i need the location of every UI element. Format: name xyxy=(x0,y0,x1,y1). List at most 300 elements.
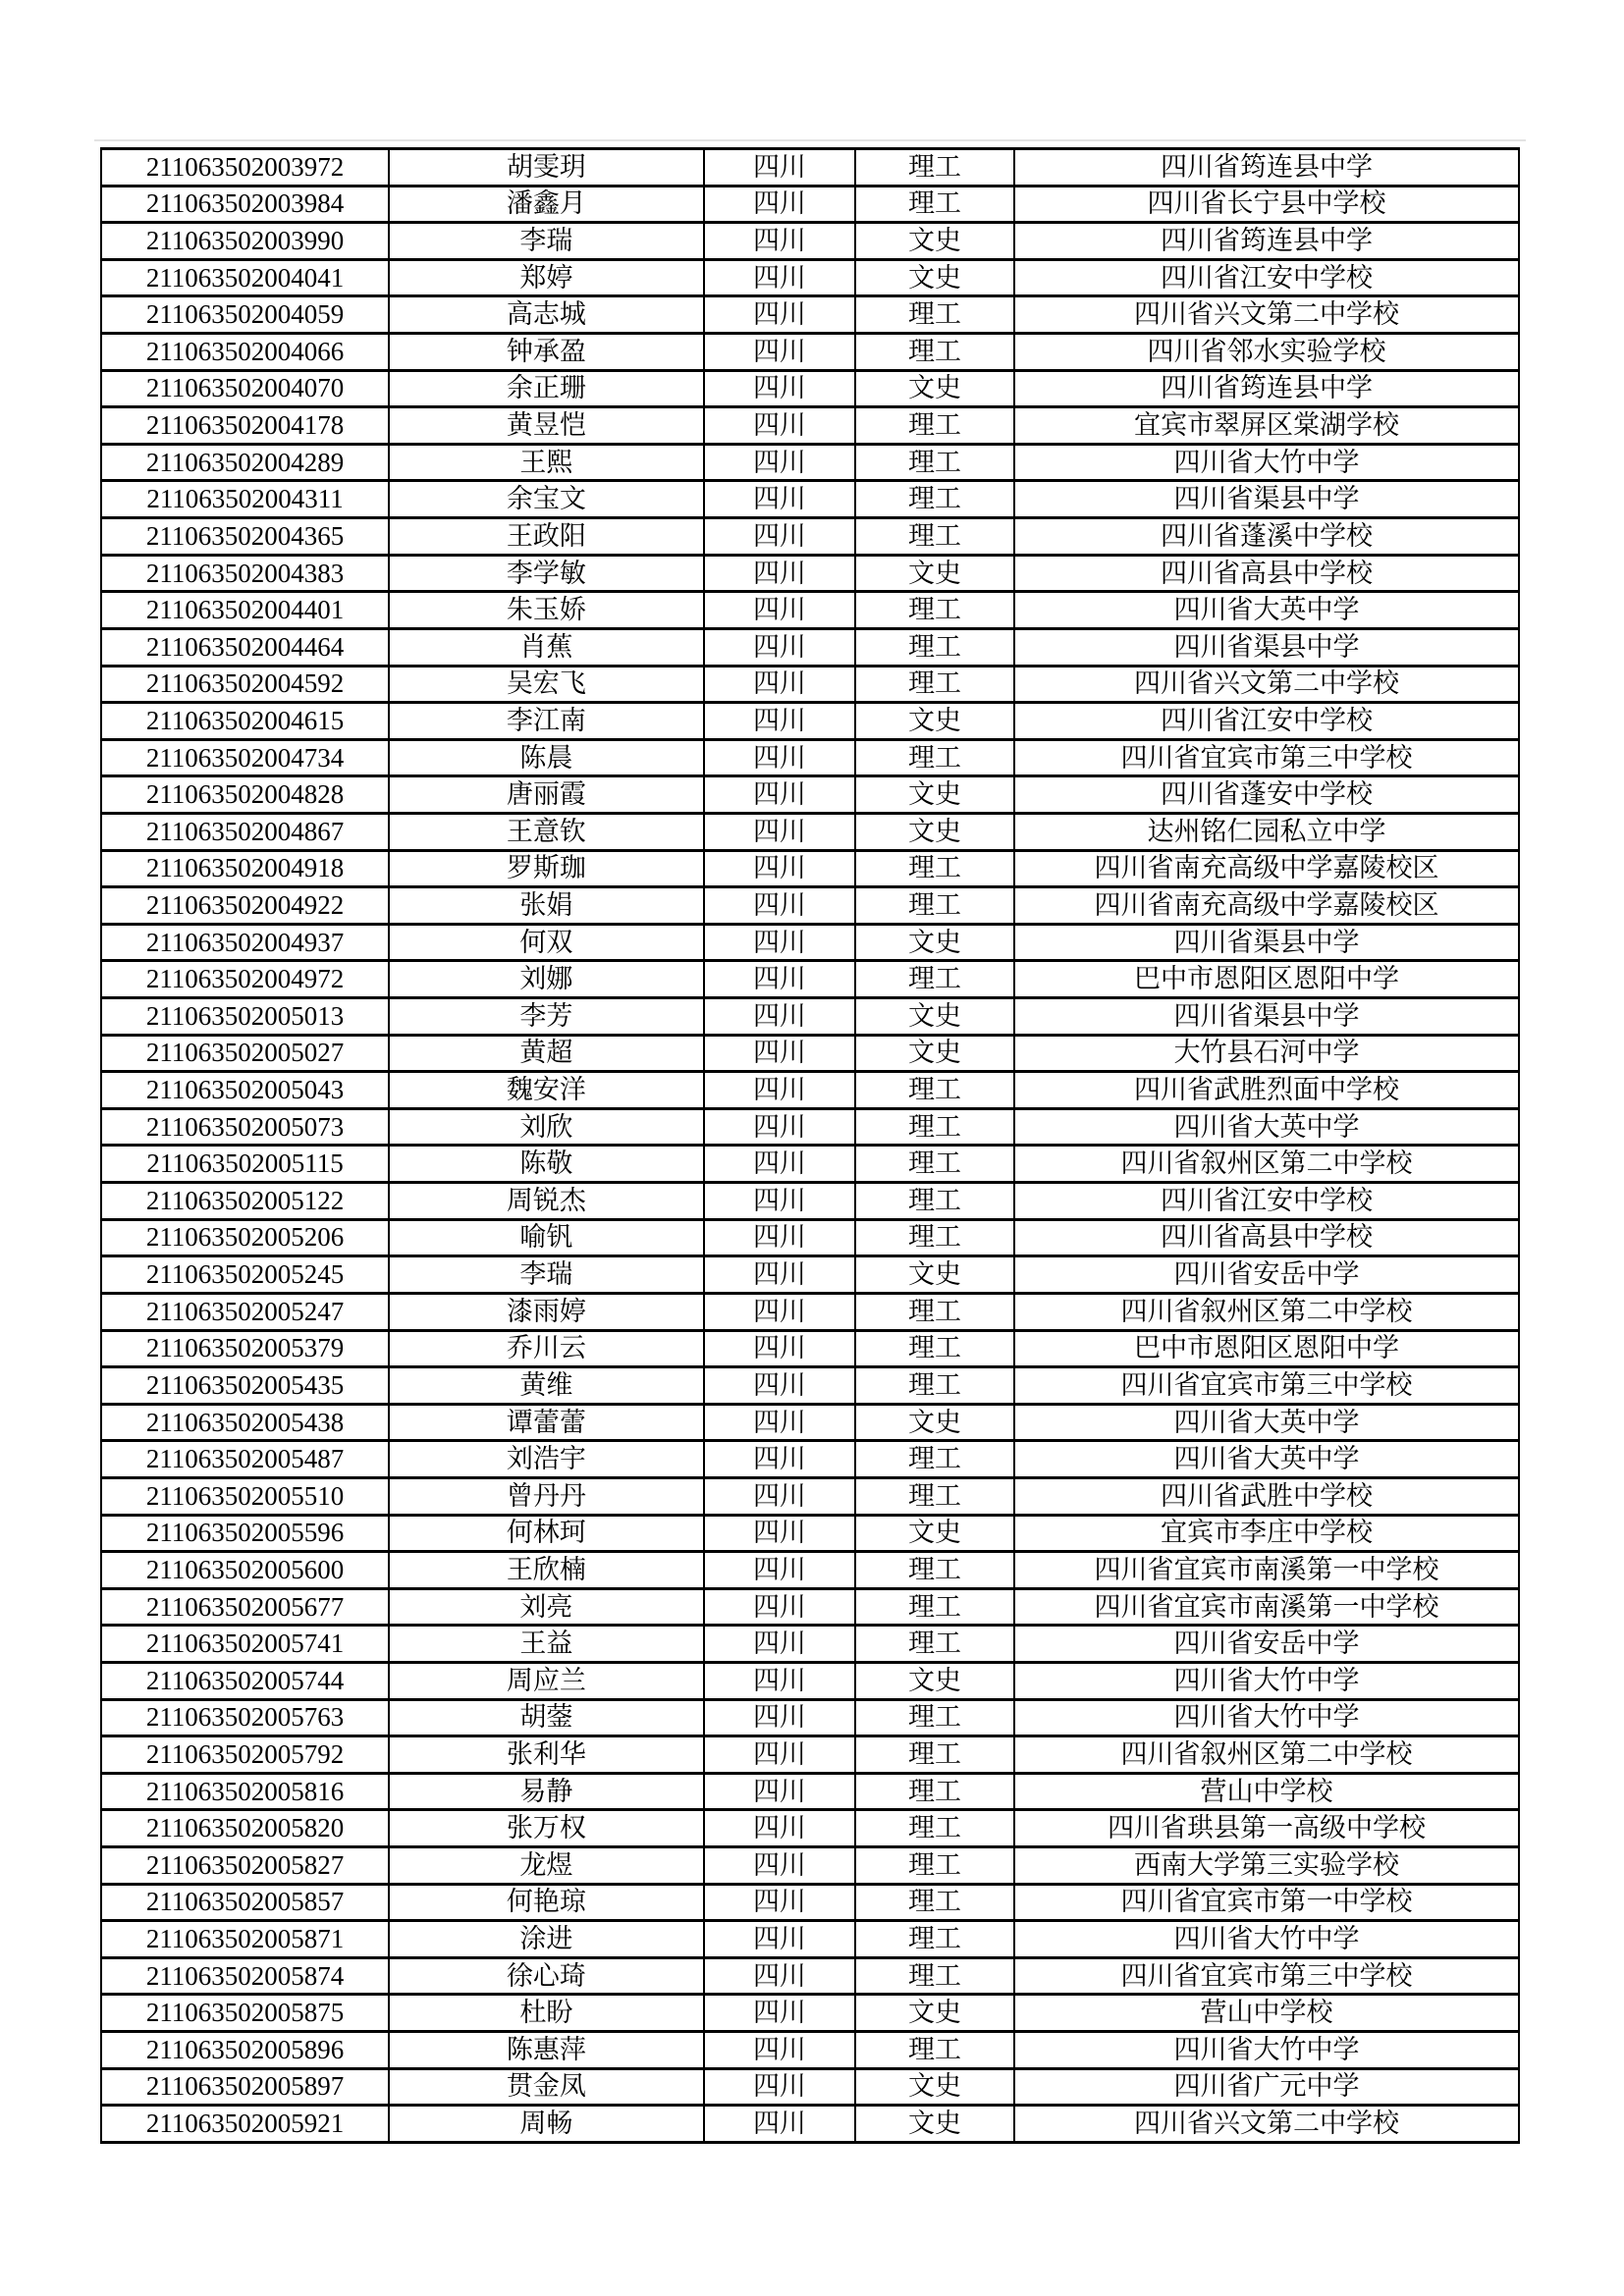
table-cell-exam-number: 211063502005874 xyxy=(101,1957,389,1995)
table-cell-school: 四川省大竹中学 xyxy=(1014,1921,1519,1958)
table-cell-student-name: 钟承盈 xyxy=(389,334,704,371)
table-cell-exam-number: 211063502005073 xyxy=(101,1108,389,1146)
table-cell-subject-category: 文史 xyxy=(855,1662,1014,1699)
table-cell-subject-category: 理工 xyxy=(855,1072,1014,1109)
table-row xyxy=(101,1404,1519,1441)
table-row xyxy=(101,1995,1519,2032)
table-cell-subject-category: 理工 xyxy=(855,407,1014,445)
table-cell-subject-category: 文史 xyxy=(855,703,1014,740)
table-row xyxy=(101,1293,1519,1330)
table-cell-province: 四川 xyxy=(704,444,856,481)
table-cell-subject-category: 理工 xyxy=(855,1552,1014,1589)
table-cell-subject-category: 文史 xyxy=(855,370,1014,407)
table-cell-student-name: 黄昱恺 xyxy=(389,407,704,445)
table-cell-subject-category: 文史 xyxy=(855,1035,1014,1072)
table-cell-exam-number: 211063502005875 xyxy=(101,1995,389,2032)
table-row xyxy=(101,998,1519,1036)
table-cell-subject-category: 理工 xyxy=(855,1588,1014,1626)
table-cell-school: 四川省渠县中学 xyxy=(1014,924,1519,961)
table-cell-student-name: 曾丹丹 xyxy=(389,1477,704,1515)
table-cell-school: 四川省蓬安中学校 xyxy=(1014,776,1519,814)
table-row xyxy=(101,407,1519,445)
student-roster-table xyxy=(100,147,1520,2144)
table-cell-school: 四川省渠县中学 xyxy=(1014,481,1519,518)
table-cell-province: 四川 xyxy=(704,961,856,998)
table-cell-student-name: 余正珊 xyxy=(389,370,704,407)
table-cell-subject-category: 理工 xyxy=(855,1699,1014,1736)
table-cell-province: 四川 xyxy=(704,628,856,666)
table-cell-student-name: 涂进 xyxy=(389,1921,704,1958)
table-cell-subject-category: 理工 xyxy=(855,1146,1014,1183)
table-cell-subject-category: 文史 xyxy=(855,555,1014,592)
table-cell-province: 四川 xyxy=(704,1921,856,1958)
table-cell-province: 四川 xyxy=(704,998,856,1036)
table-cell-province: 四川 xyxy=(704,1662,856,1699)
table-cell-subject-category: 理工 xyxy=(855,1921,1014,1958)
table-cell-school: 四川省叙州区第二中学校 xyxy=(1014,1146,1519,1183)
table-cell-exam-number: 211063502005921 xyxy=(101,2106,389,2143)
table-cell-student-name: 李瑞 xyxy=(389,223,704,260)
table-cell-student-name: 张万权 xyxy=(389,1810,704,1847)
table-cell-province: 四川 xyxy=(704,1477,856,1515)
table-cell-province: 四川 xyxy=(704,1330,856,1367)
table-cell-student-name: 朱玉娇 xyxy=(389,592,704,629)
table-cell-exam-number: 211063502004365 xyxy=(101,518,389,556)
table-cell-exam-number: 211063502003972 xyxy=(101,149,389,187)
table-cell-school: 四川省筠连县中学 xyxy=(1014,149,1519,187)
table-cell-school: 四川省渠县中学 xyxy=(1014,998,1519,1036)
table-row xyxy=(101,1773,1519,1810)
table-cell-subject-category: 理工 xyxy=(855,739,1014,776)
table-row xyxy=(101,223,1519,260)
table-cell-province: 四川 xyxy=(704,1957,856,1995)
table-row xyxy=(101,334,1519,371)
table-cell-student-name: 唐丽霞 xyxy=(389,776,704,814)
table-cell-exam-number: 211063502005897 xyxy=(101,2068,389,2106)
table-cell-student-name: 黄超 xyxy=(389,1035,704,1072)
table-cell-student-name: 王益 xyxy=(389,1626,704,1663)
table-cell-province: 四川 xyxy=(704,259,856,296)
table-cell-subject-category: 理工 xyxy=(855,850,1014,887)
table-cell-school: 四川省兴文第二中学校 xyxy=(1014,296,1519,334)
table-row xyxy=(101,776,1519,814)
table-cell-exam-number: 211063502004972 xyxy=(101,961,389,998)
table-cell-school: 四川省江安中学校 xyxy=(1014,259,1519,296)
table-cell-exam-number: 211063502005510 xyxy=(101,1477,389,1515)
table-cell-exam-number: 211063502004464 xyxy=(101,628,389,666)
table-cell-province: 四川 xyxy=(704,739,856,776)
table-cell-subject-category: 文史 xyxy=(855,1256,1014,1294)
table-cell-student-name: 胡雯玥 xyxy=(389,149,704,187)
table-cell-exam-number: 211063502005122 xyxy=(101,1183,389,1220)
table-cell-province: 四川 xyxy=(704,1515,856,1552)
table-cell-exam-number: 211063502003984 xyxy=(101,186,389,223)
table-cell-school: 四川省宜宾市南溪第一中学校 xyxy=(1014,1588,1519,1626)
table-cell-school: 四川省南充高级中学嘉陵校区 xyxy=(1014,887,1519,925)
table-cell-subject-category: 理工 xyxy=(855,1957,1014,1995)
table-row xyxy=(101,1884,1519,1921)
table-cell-subject-category: 理工 xyxy=(855,296,1014,334)
table-row xyxy=(101,1957,1519,1995)
table-cell-exam-number: 211063502005600 xyxy=(101,1552,389,1589)
table-cell-province: 四川 xyxy=(704,370,856,407)
table-cell-student-name: 罗斯珈 xyxy=(389,850,704,887)
table-cell-exam-number: 211063502004867 xyxy=(101,813,389,850)
table-cell-province: 四川 xyxy=(704,666,856,703)
table-cell-province: 四川 xyxy=(704,334,856,371)
table-cell-school: 四川省宜宾市第一中学校 xyxy=(1014,1884,1519,1921)
table-row xyxy=(101,518,1519,556)
table-cell-student-name: 高志城 xyxy=(389,296,704,334)
table-cell-student-name: 易静 xyxy=(389,1773,704,1810)
table-cell-student-name: 陈惠萍 xyxy=(389,2032,704,2069)
table-cell-student-name: 余宝文 xyxy=(389,481,704,518)
table-cell-school: 四川省高县中学校 xyxy=(1014,555,1519,592)
table-cell-province: 四川 xyxy=(704,481,856,518)
table-cell-school: 四川省长宁县中学校 xyxy=(1014,186,1519,223)
table-cell-student-name: 胡蓥 xyxy=(389,1699,704,1736)
table-cell-subject-category: 理工 xyxy=(855,2032,1014,2069)
table-cell-school: 四川省大英中学 xyxy=(1014,592,1519,629)
table-cell-province: 四川 xyxy=(704,1183,856,1220)
table-cell-student-name: 黄维 xyxy=(389,1367,704,1405)
table-cell-school: 四川省大竹中学 xyxy=(1014,1662,1519,1699)
table-row xyxy=(101,296,1519,334)
table-cell-subject-category: 理工 xyxy=(855,1477,1014,1515)
table-cell-province: 四川 xyxy=(704,2068,856,2106)
table-cell-exam-number: 211063502005043 xyxy=(101,1072,389,1109)
table-cell-province: 四川 xyxy=(704,518,856,556)
table-cell-school: 四川省筠连县中学 xyxy=(1014,370,1519,407)
table-cell-exam-number: 211063502005820 xyxy=(101,1810,389,1847)
table-cell-province: 四川 xyxy=(704,1773,856,1810)
table-cell-province: 四川 xyxy=(704,1847,856,1885)
table-row xyxy=(101,850,1519,887)
table-row xyxy=(101,1552,1519,1589)
table-row xyxy=(101,703,1519,740)
table-row xyxy=(101,739,1519,776)
table-cell-subject-category: 理工 xyxy=(855,1847,1014,1885)
table-cell-province: 四川 xyxy=(704,2032,856,2069)
table-row xyxy=(101,186,1519,223)
table-row xyxy=(101,887,1519,925)
table-cell-student-name: 刘娜 xyxy=(389,961,704,998)
table-row xyxy=(101,1477,1519,1515)
table-cell-student-name: 周锐杰 xyxy=(389,1183,704,1220)
table-cell-school: 四川省筠连县中学 xyxy=(1014,223,1519,260)
table-row xyxy=(101,1810,1519,1847)
table-row xyxy=(101,1662,1519,1699)
table-row xyxy=(101,1183,1519,1220)
table-cell-subject-category: 理工 xyxy=(855,1293,1014,1330)
table-cell-subject-category: 文史 xyxy=(855,1515,1014,1552)
table-cell-student-name: 郑婷 xyxy=(389,259,704,296)
table-cell-exam-number: 211063502005379 xyxy=(101,1330,389,1367)
table-cell-student-name: 张娟 xyxy=(389,887,704,925)
table-cell-exam-number: 211063502004734 xyxy=(101,739,389,776)
table-cell-subject-category: 理工 xyxy=(855,186,1014,223)
table-cell-exam-number: 211063502005438 xyxy=(101,1404,389,1441)
table-cell-school: 大竹县石河中学 xyxy=(1014,1035,1519,1072)
table-row xyxy=(101,1219,1519,1256)
table-cell-subject-category: 理工 xyxy=(855,961,1014,998)
table-cell-exam-number: 211063502005763 xyxy=(101,1699,389,1736)
table-cell-subject-category: 理工 xyxy=(855,481,1014,518)
table-cell-student-name: 王欣楠 xyxy=(389,1552,704,1589)
table-cell-exam-number: 211063502005245 xyxy=(101,1256,389,1294)
table-cell-school: 四川省兴文第二中学校 xyxy=(1014,2106,1519,2143)
table-cell-province: 四川 xyxy=(704,1108,856,1146)
table-cell-student-name: 徐心琦 xyxy=(389,1957,704,1995)
table-cell-school: 四川省大英中学 xyxy=(1014,1404,1519,1441)
table-cell-province: 四川 xyxy=(704,850,856,887)
table-cell-subject-category: 理工 xyxy=(855,1441,1014,1478)
table-cell-province: 四川 xyxy=(704,1219,856,1256)
table-cell-student-name: 何艳琼 xyxy=(389,1884,704,1921)
table-cell-subject-category: 文史 xyxy=(855,998,1014,1036)
table-cell-school: 四川省南充高级中学嘉陵校区 xyxy=(1014,850,1519,887)
table-row xyxy=(101,1588,1519,1626)
table-row xyxy=(101,149,1519,187)
table-cell-student-name: 漆雨婷 xyxy=(389,1293,704,1330)
table-cell-province: 四川 xyxy=(704,1072,856,1109)
table-cell-student-name: 肖蕉 xyxy=(389,628,704,666)
table-row xyxy=(101,1515,1519,1552)
table-cell-exam-number: 211063502004066 xyxy=(101,334,389,371)
table-cell-subject-category: 理工 xyxy=(855,1810,1014,1847)
table-cell-subject-category: 文史 xyxy=(855,1995,1014,2032)
table-cell-school: 四川省宜宾市第三中学校 xyxy=(1014,739,1519,776)
table-row xyxy=(101,628,1519,666)
table-cell-exam-number: 211063502004311 xyxy=(101,481,389,518)
table-cell-school: 四川省宜宾市第三中学校 xyxy=(1014,1367,1519,1405)
table-cell-school: 四川省珙县第一高级中学校 xyxy=(1014,1810,1519,1847)
table-cell-school: 四川省大英中学 xyxy=(1014,1108,1519,1146)
table-cell-subject-category: 理工 xyxy=(855,887,1014,925)
table-cell-student-name: 李学敏 xyxy=(389,555,704,592)
table-row xyxy=(101,592,1519,629)
table-cell-subject-category: 文史 xyxy=(855,223,1014,260)
table-cell-province: 四川 xyxy=(704,186,856,223)
table-cell-exam-number: 211063502005596 xyxy=(101,1515,389,1552)
table-cell-school: 四川省大竹中学 xyxy=(1014,1699,1519,1736)
table-row xyxy=(101,813,1519,850)
table-row xyxy=(101,1072,1519,1109)
table-row xyxy=(101,666,1519,703)
table-cell-exam-number: 211063502004070 xyxy=(101,370,389,407)
table-cell-student-name: 刘亮 xyxy=(389,1588,704,1626)
table-cell-school: 四川省渠县中学 xyxy=(1014,628,1519,666)
table-row xyxy=(101,1847,1519,1885)
table-cell-province: 四川 xyxy=(704,296,856,334)
table-cell-school: 四川省大英中学 xyxy=(1014,1441,1519,1478)
table-cell-exam-number: 211063502003990 xyxy=(101,223,389,260)
table-cell-exam-number: 211063502005206 xyxy=(101,1219,389,1256)
table-cell-province: 四川 xyxy=(704,1367,856,1405)
table-cell-exam-number: 211063502005857 xyxy=(101,1884,389,1921)
table-cell-province: 四川 xyxy=(704,1810,856,1847)
table-cell-subject-category: 理工 xyxy=(855,149,1014,187)
table-cell-subject-category: 理工 xyxy=(855,1773,1014,1810)
table-cell-exam-number: 211063502004178 xyxy=(101,407,389,445)
table-cell-province: 四川 xyxy=(704,407,856,445)
table-cell-student-name: 刘欣 xyxy=(389,1108,704,1146)
table-cell-student-name: 王熙 xyxy=(389,444,704,481)
table-cell-exam-number: 211063502005027 xyxy=(101,1035,389,1072)
table-cell-school: 营山中学校 xyxy=(1014,1773,1519,1810)
table-cell-school: 四川省兴文第二中学校 xyxy=(1014,666,1519,703)
table-cell-exam-number: 211063502005792 xyxy=(101,1736,389,1774)
table-row xyxy=(101,961,1519,998)
table-row xyxy=(101,1699,1519,1736)
table-cell-subject-category: 理工 xyxy=(855,518,1014,556)
table-cell-student-name: 刘浩宇 xyxy=(389,1441,704,1478)
table-cell-subject-category: 理工 xyxy=(855,444,1014,481)
table-cell-province: 四川 xyxy=(704,1736,856,1774)
table-cell-exam-number: 211063502005435 xyxy=(101,1367,389,1405)
student-roster-body xyxy=(101,149,1519,2143)
table-row xyxy=(101,1256,1519,1294)
table-cell-province: 四川 xyxy=(704,2106,856,2143)
table-row xyxy=(101,2068,1519,2106)
table-cell-school: 宜宾市翠屏区棠湖学校 xyxy=(1014,407,1519,445)
table-row xyxy=(101,555,1519,592)
table-cell-school: 巴中市恩阳区恩阳中学 xyxy=(1014,1330,1519,1367)
table-cell-school: 四川省高县中学校 xyxy=(1014,1219,1519,1256)
table-cell-exam-number: 211063502004828 xyxy=(101,776,389,814)
table-cell-school: 四川省叙州区第二中学校 xyxy=(1014,1293,1519,1330)
table-cell-student-name: 谭蕾蕾 xyxy=(389,1404,704,1441)
table-cell-province: 四川 xyxy=(704,703,856,740)
table-cell-student-name: 贯金凤 xyxy=(389,2068,704,2106)
table-cell-school: 四川省宜宾市南溪第一中学校 xyxy=(1014,1552,1519,1589)
table-cell-province: 四川 xyxy=(704,223,856,260)
table-cell-province: 四川 xyxy=(704,887,856,925)
table-cell-province: 四川 xyxy=(704,813,856,850)
table-row xyxy=(101,481,1519,518)
table-cell-student-name: 何双 xyxy=(389,924,704,961)
table-cell-subject-category: 理工 xyxy=(855,1330,1014,1367)
table-cell-province: 四川 xyxy=(704,1884,856,1921)
table-cell-student-name: 王政阳 xyxy=(389,518,704,556)
table-cell-school: 四川省安岳中学 xyxy=(1014,1626,1519,1663)
table-cell-exam-number: 211063502004059 xyxy=(101,296,389,334)
table-cell-province: 四川 xyxy=(704,1293,856,1330)
table-cell-province: 四川 xyxy=(704,555,856,592)
table-cell-subject-category: 理工 xyxy=(855,1183,1014,1220)
table-cell-exam-number: 211063502004615 xyxy=(101,703,389,740)
table-cell-province: 四川 xyxy=(704,1441,856,1478)
table-cell-exam-number: 211063502004383 xyxy=(101,555,389,592)
table-cell-subject-category: 文史 xyxy=(855,2106,1014,2143)
table-row xyxy=(101,1035,1519,1072)
table-cell-subject-category: 理工 xyxy=(855,1736,1014,1774)
table-cell-exam-number: 211063502004922 xyxy=(101,887,389,925)
table-cell-school: 巴中市恩阳区恩阳中学 xyxy=(1014,961,1519,998)
scan-artifact-line xyxy=(94,139,1526,141)
table-cell-student-name: 何林珂 xyxy=(389,1515,704,1552)
table-row xyxy=(101,924,1519,961)
table-cell-student-name: 喻钒 xyxy=(389,1219,704,1256)
table-cell-student-name: 张利华 xyxy=(389,1736,704,1774)
table-cell-exam-number: 211063502005744 xyxy=(101,1662,389,1699)
table-cell-subject-category: 理工 xyxy=(855,592,1014,629)
table-cell-student-name: 周畅 xyxy=(389,2106,704,2143)
table-cell-student-name: 周应兰 xyxy=(389,1662,704,1699)
table-cell-exam-number: 211063502004937 xyxy=(101,924,389,961)
table-cell-student-name: 陈晨 xyxy=(389,739,704,776)
table-cell-exam-number: 211063502005741 xyxy=(101,1626,389,1663)
table-row xyxy=(101,1736,1519,1774)
table-cell-school: 四川省大竹中学 xyxy=(1014,2032,1519,2069)
table-cell-exam-number: 211063502004401 xyxy=(101,592,389,629)
table-cell-school: 四川省蓬溪中学校 xyxy=(1014,518,1519,556)
table-cell-province: 四川 xyxy=(704,1995,856,2032)
table-row xyxy=(101,1921,1519,1958)
table-cell-province: 四川 xyxy=(704,924,856,961)
table-cell-province: 四川 xyxy=(704,1699,856,1736)
table-cell-subject-category: 理工 xyxy=(855,334,1014,371)
table-cell-exam-number: 211063502005871 xyxy=(101,1921,389,1958)
table-cell-student-name: 陈敬 xyxy=(389,1146,704,1183)
table-cell-subject-category: 理工 xyxy=(855,628,1014,666)
table-cell-exam-number: 211063502005247 xyxy=(101,1293,389,1330)
table-cell-student-name: 吴宏飞 xyxy=(389,666,704,703)
table-cell-subject-category: 理工 xyxy=(855,1626,1014,1663)
table-cell-school: 四川省宜宾市第三中学校 xyxy=(1014,1957,1519,1995)
table-cell-province: 四川 xyxy=(704,1404,856,1441)
table-cell-exam-number: 211063502004041 xyxy=(101,259,389,296)
table-cell-school: 四川省江安中学校 xyxy=(1014,1183,1519,1220)
table-cell-student-name: 龙煜 xyxy=(389,1847,704,1885)
table-cell-school: 西南大学第三实验学校 xyxy=(1014,1847,1519,1885)
table-cell-student-name: 魏安洋 xyxy=(389,1072,704,1109)
table-cell-student-name: 李芳 xyxy=(389,998,704,1036)
table-cell-exam-number: 211063502005827 xyxy=(101,1847,389,1885)
table-cell-school: 达州铭仁园私立中学 xyxy=(1014,813,1519,850)
table-cell-school: 四川省叙州区第二中学校 xyxy=(1014,1736,1519,1774)
table-cell-subject-category: 文史 xyxy=(855,813,1014,850)
table-cell-exam-number: 211063502005816 xyxy=(101,1773,389,1810)
table-cell-school: 宜宾市李庄中学校 xyxy=(1014,1515,1519,1552)
table-cell-exam-number: 211063502004592 xyxy=(101,666,389,703)
table-cell-subject-category: 文史 xyxy=(855,259,1014,296)
table-cell-province: 四川 xyxy=(704,1146,856,1183)
table-cell-exam-number: 211063502005013 xyxy=(101,998,389,1036)
table-row xyxy=(101,1330,1519,1367)
table-cell-student-name: 乔川云 xyxy=(389,1330,704,1367)
table-cell-school: 四川省安岳中学 xyxy=(1014,1256,1519,1294)
table-cell-school: 四川省广元中学 xyxy=(1014,2068,1519,2106)
table-cell-subject-category: 理工 xyxy=(855,666,1014,703)
table-cell-subject-category: 理工 xyxy=(855,1884,1014,1921)
table-cell-school: 四川省大竹中学 xyxy=(1014,444,1519,481)
table-cell-school: 四川省武胜中学校 xyxy=(1014,1477,1519,1515)
table-cell-province: 四川 xyxy=(704,1035,856,1072)
table-row xyxy=(101,370,1519,407)
table-cell-province: 四川 xyxy=(704,1552,856,1589)
table-row xyxy=(101,259,1519,296)
table-cell-subject-category: 文史 xyxy=(855,924,1014,961)
table-row xyxy=(101,2106,1519,2143)
table-cell-school: 四川省邻水实验学校 xyxy=(1014,334,1519,371)
table-row xyxy=(101,2032,1519,2069)
table-cell-student-name: 李瑞 xyxy=(389,1256,704,1294)
table-cell-exam-number: 211063502005487 xyxy=(101,1441,389,1478)
table-row xyxy=(101,1441,1519,1478)
table-cell-school: 四川省武胜烈面中学校 xyxy=(1014,1072,1519,1109)
table-cell-province: 四川 xyxy=(704,592,856,629)
